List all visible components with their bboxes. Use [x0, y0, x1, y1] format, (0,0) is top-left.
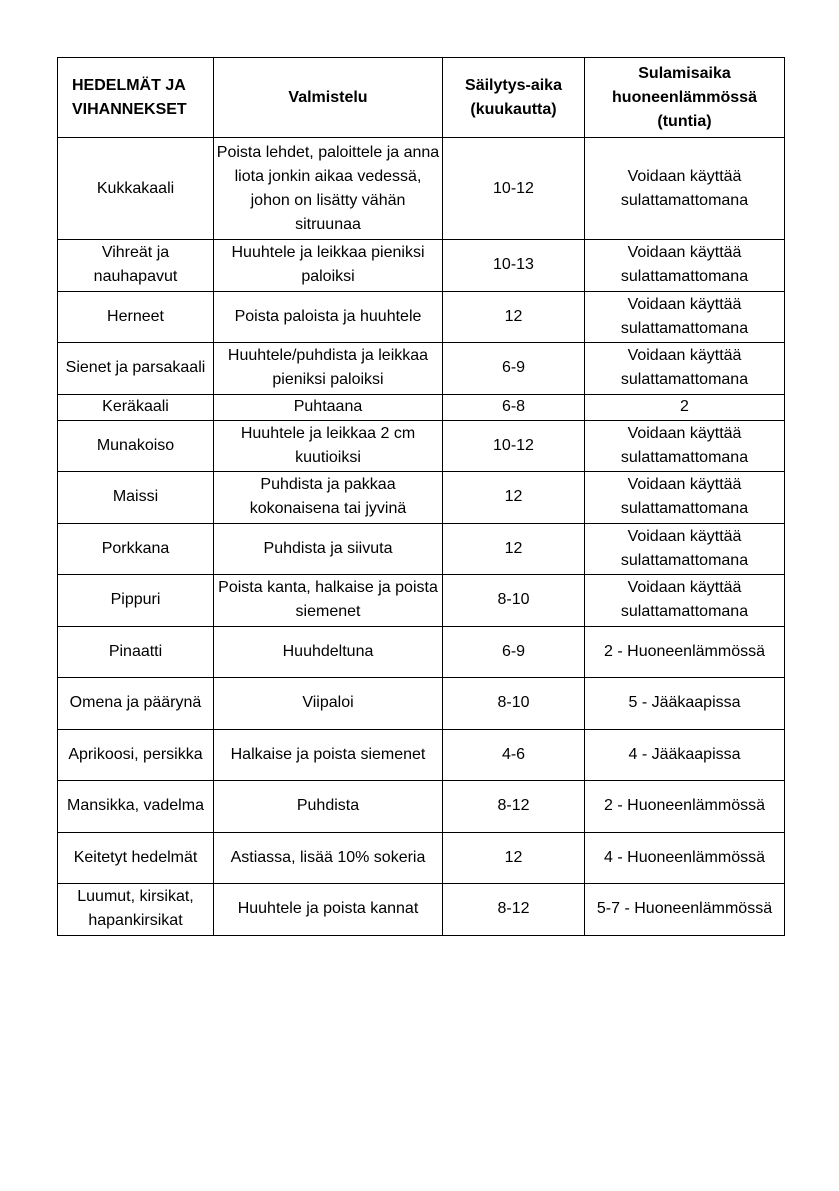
- table-row: [58, 138, 785, 240]
- cell-thaw-time: Voidaan käyttää sulattamattomana: [585, 420, 785, 472]
- table-row: [58, 781, 785, 833]
- cell-storage-time: 6-9: [443, 343, 585, 395]
- table-row: [58, 575, 785, 627]
- cell-thaw-time: Voidaan käyttää sulattamattomana: [585, 472, 785, 524]
- cell-thaw-time: 5 - Jääkaapissa: [585, 678, 785, 730]
- cell-storage-time: 10-12: [443, 138, 585, 240]
- cell-produce: Herneet: [58, 291, 214, 343]
- cell-preparation: Poista kanta, halkaise ja poista siemenet: [214, 575, 443, 627]
- cell-thaw-time: 2: [585, 394, 785, 420]
- cell-produce: Kukkakaali: [58, 138, 214, 240]
- cell-produce: Maissi: [58, 472, 214, 524]
- cell-produce: Pippuri: [58, 575, 214, 627]
- table-row: [58, 291, 785, 343]
- cell-preparation: Halkaise ja poista siemenet: [214, 729, 443, 781]
- cell-preparation: Puhdista ja pakkaa kokonaisena tai jyvinä: [214, 472, 443, 524]
- cell-produce: Mansikka, vadelma: [58, 781, 214, 833]
- cell-storage-time: 6-9: [443, 626, 585, 678]
- cell-storage-time: 10-13: [443, 240, 585, 292]
- cell-storage-time: 4-6: [443, 729, 585, 781]
- cell-produce: Pinaatti: [58, 626, 214, 678]
- header-preparation: Valmistelu: [214, 58, 443, 138]
- cell-preparation: Poista paloista ja huuhtele: [214, 291, 443, 343]
- cell-thaw-time: 2 - Huoneenlämmössä: [585, 626, 785, 678]
- cell-preparation: Huuhtele ja poista kannat: [214, 884, 443, 936]
- table-row: [58, 884, 785, 936]
- cell-thaw-time: Voidaan käyttää sulattamattomana: [585, 523, 785, 575]
- cell-preparation: Puhdista: [214, 781, 443, 833]
- header-thaw-time: Sulamisaika huoneenlämmössä (tuntia): [585, 58, 785, 138]
- cell-produce: Aprikoosi, persikka: [58, 729, 214, 781]
- cell-produce: Vihreät ja nauhapavut: [58, 240, 214, 292]
- cell-thaw-time: Voidaan käyttää sulattamattomana: [585, 291, 785, 343]
- cell-storage-time: 12: [443, 291, 585, 343]
- cell-storage-time: 12: [443, 832, 585, 884]
- cell-produce: Porkkana: [58, 523, 214, 575]
- table-row: [58, 729, 785, 781]
- table-row: [58, 832, 785, 884]
- cell-storage-time: 8-10: [443, 575, 585, 627]
- cell-preparation: Huuhtele ja leikkaa pieniksi paloiksi: [214, 240, 443, 292]
- cell-thaw-time: Voidaan käyttää sulattamattomana: [585, 343, 785, 395]
- cell-produce: Luumut, kirsikat, hapankirsikat: [58, 884, 214, 936]
- cell-thaw-time: Voidaan käyttää sulattamattomana: [585, 240, 785, 292]
- table-row: [58, 343, 785, 395]
- cell-preparation: Viipaloi: [214, 678, 443, 730]
- header-row: [58, 58, 785, 138]
- cell-thaw-time: 2 - Huoneenlämmössä: [585, 781, 785, 833]
- freezing-table: [57, 57, 785, 936]
- cell-produce: Munakoiso: [58, 420, 214, 472]
- cell-storage-time: 8-12: [443, 884, 585, 936]
- cell-thaw-time: 5-7 - Huoneenlämmössä: [585, 884, 785, 936]
- cell-preparation: Poista lehdet, paloittele ja anna liota jonkin aikaa vedessä, johon on lisätty vähän sitruunaa: [214, 138, 443, 240]
- cell-storage-time: 8-12: [443, 781, 585, 833]
- table-row: [58, 240, 785, 292]
- cell-produce: Omena ja päärynä: [58, 678, 214, 730]
- cell-preparation: Puhdista ja siivuta: [214, 523, 443, 575]
- table-row: [58, 394, 785, 420]
- cell-thaw-time: Voidaan käyttää sulattamattomana: [585, 575, 785, 627]
- table-row: [58, 420, 785, 472]
- cell-preparation: Puhtaana: [214, 394, 443, 420]
- cell-thaw-time: 4 - Huoneenlämmössä: [585, 832, 785, 884]
- cell-produce: Keräkaali: [58, 394, 214, 420]
- table-row: [58, 678, 785, 730]
- cell-storage-time: 8-10: [443, 678, 585, 730]
- cell-thaw-time: 4 - Jääkaapissa: [585, 729, 785, 781]
- table-row: [58, 472, 785, 524]
- header-storage-time: Säilytys-aika (kuukautta): [443, 58, 585, 138]
- table-row: [58, 626, 785, 678]
- cell-preparation: Huuhdeltuna: [214, 626, 443, 678]
- cell-preparation: Huuhtele ja leikkaa 2 cm kuutioiksi: [214, 420, 443, 472]
- cell-storage-time: 12: [443, 472, 585, 524]
- cell-storage-time: 12: [443, 523, 585, 575]
- cell-thaw-time: Voidaan käyttää sulattamattomana: [585, 138, 785, 240]
- cell-preparation: Huuhtele/puhdista ja leikkaa pieniksi paloiksi: [214, 343, 443, 395]
- header-produce: HEDELMÄT JA VIHANNEKSET: [58, 58, 214, 138]
- cell-produce: Keitetyt hedelmät: [58, 832, 214, 884]
- cell-preparation: Astiassa, lisää 10% sokeria: [214, 832, 443, 884]
- cell-storage-time: 10-12: [443, 420, 585, 472]
- table-row: [58, 523, 785, 575]
- cell-produce: Sienet ja parsakaali: [58, 343, 214, 395]
- cell-storage-time: 6-8: [443, 394, 585, 420]
